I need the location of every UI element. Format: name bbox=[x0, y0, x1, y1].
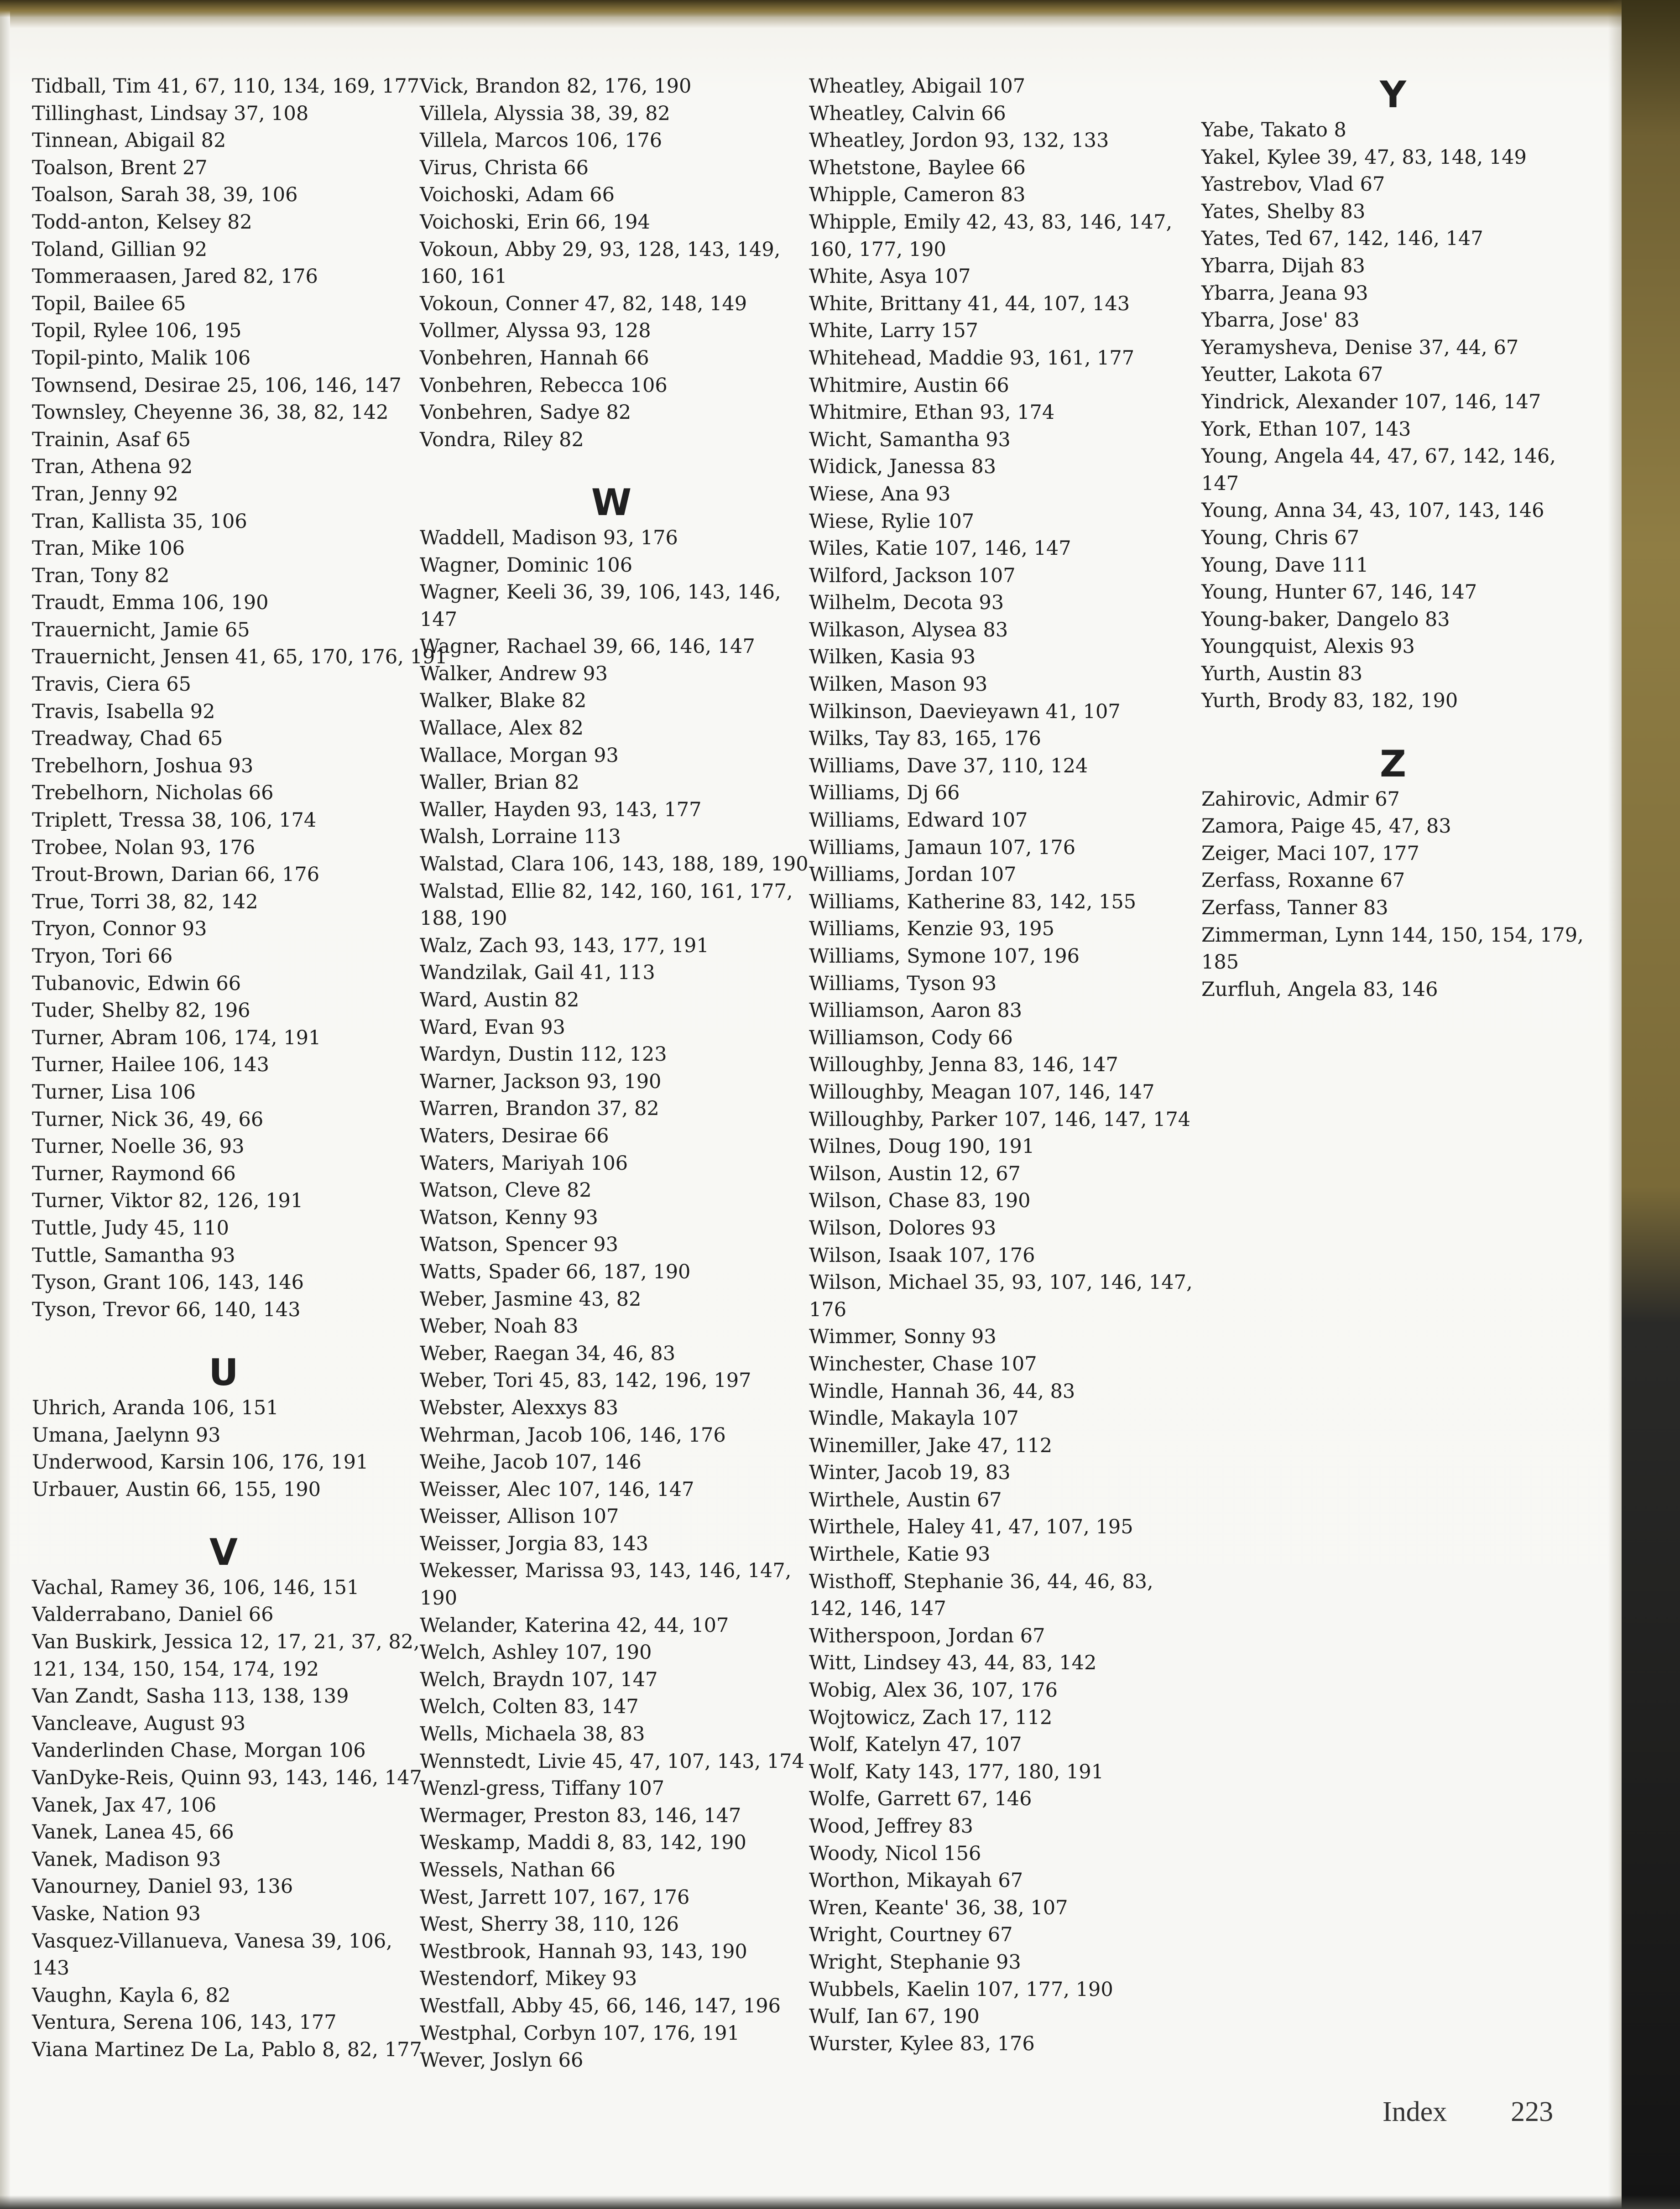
index-entry: Triplett, Tressa 38, 106, 174 bbox=[32, 809, 317, 832]
index-entry: Westendorf, Mikey 93 bbox=[420, 1967, 637, 1990]
index-entry: Waters, Desirae 66 bbox=[420, 1124, 609, 1147]
index-entry: Windle, Hannah 36, 44, 83 bbox=[809, 1380, 1075, 1403]
index-entry: Young, Chris 67 bbox=[1201, 526, 1360, 549]
index-entry: Vonbehren, Hannah 66 bbox=[420, 346, 649, 370]
spacer bbox=[32, 1323, 415, 1351]
index-entry: Van Zandt, Sasha 113, 138, 139 bbox=[32, 1685, 349, 1708]
index-entry: Todd-anton, Kelsey 82 bbox=[32, 210, 252, 234]
index-entry: Walstad, Clara 106, 143, 188, 189, 190 bbox=[420, 853, 809, 876]
index-entry: Williams, Jamaun 107, 176 bbox=[809, 836, 1076, 859]
index-entry: 142, 146, 147 bbox=[809, 1597, 946, 1620]
index-entry: Welander, Katerina 42, 44, 107 bbox=[420, 1614, 729, 1637]
index-entry: Warren, Brandon 37, 82 bbox=[420, 1097, 659, 1120]
index-entry: Wilnes, Doug 190, 191 bbox=[809, 1135, 1035, 1158]
index-entry: Vonbehren, Rebecca 106 bbox=[420, 374, 668, 397]
index-entry: Worthon, Mikayah 67 bbox=[809, 1869, 1023, 1892]
index-entry: Vollmer, Alyssa 93, 128 bbox=[420, 319, 651, 343]
index-entry: Wolf, Katelyn 47, 107 bbox=[809, 1733, 1022, 1756]
index-entry: Wallace, Alex 82 bbox=[420, 717, 584, 740]
index-entry: Yurth, Brody 83, 182, 190 bbox=[1201, 689, 1458, 713]
index-entry: White, Brittany 41, 44, 107, 143 bbox=[809, 292, 1130, 315]
index-entry: Yates, Ted 67, 142, 146, 147 bbox=[1201, 227, 1483, 250]
index-entry: Ventura, Serena 106, 143, 177 bbox=[32, 2011, 337, 2034]
index-entry: Whitmire, Austin 66 bbox=[809, 374, 1009, 397]
book-spine-shadow bbox=[0, 0, 10, 2209]
index-entry: Walz, Zach 93, 143, 177, 191 bbox=[420, 934, 709, 957]
index-entry: Trout-Brown, Darian 66, 176 bbox=[32, 863, 320, 886]
index-column-2 bbox=[420, 73, 809, 2074]
index-entry: Walsh, Lorraine 113 bbox=[420, 825, 621, 849]
index-entry: Topil, Rylee 106, 195 bbox=[32, 319, 242, 343]
spacer bbox=[420, 453, 803, 481]
index-entry: Yeramysheva, Denise 37, 44, 67 bbox=[1201, 336, 1519, 359]
index-entry: Topil-pinto, Malik 106 bbox=[32, 346, 251, 370]
index-entry: Yastrebov, Vlad 67 bbox=[1201, 173, 1385, 196]
index-entry: Wicht, Samantha 93 bbox=[809, 428, 1011, 451]
index-entry: 121, 134, 150, 154, 174, 192 bbox=[32, 1657, 319, 1681]
index-entry: Wirthele, Haley 41, 47, 107, 195 bbox=[809, 1516, 1133, 1539]
index-entry: Wennstedt, Livie 45, 47, 107, 143, 174 bbox=[420, 1750, 804, 1773]
index-entry: Wood, Jeffrey 83 bbox=[809, 1815, 973, 1838]
index-entry: 143 bbox=[32, 1957, 70, 1980]
index-entry: Wirthele, Katie 93 bbox=[809, 1543, 991, 1566]
index-entry: Zamora, Paige 45, 47, 83 bbox=[1201, 815, 1451, 838]
index-entry: Watts, Spader 66, 187, 190 bbox=[420, 1260, 691, 1283]
index-entry: 190 bbox=[420, 1587, 458, 1610]
index-entry: Whipple, Cameron 83 bbox=[809, 183, 1026, 207]
index-entry: Wurster, Kylee 83, 176 bbox=[809, 2032, 1035, 2055]
index-entry: Wiese, Rylie 107 bbox=[809, 510, 975, 533]
index-entry: Valderrabano, Daniel 66 bbox=[32, 1603, 274, 1626]
index-entry: Wilson, Isaak 107, 176 bbox=[809, 1244, 1035, 1267]
index-entry: Vachal, Ramey 36, 106, 146, 151 bbox=[32, 1576, 360, 1599]
index-entry: Vanderlinden Chase, Morgan 106 bbox=[32, 1739, 366, 1762]
index-entry: Wheatley, Abigail 107 bbox=[809, 75, 1026, 98]
index-entry: Welch, Braydn 107, 147 bbox=[420, 1668, 658, 1691]
index-entry: Umana, Jaelynn 93 bbox=[32, 1423, 221, 1447]
index-entry: Tran, Tony 82 bbox=[32, 564, 170, 587]
index-entry: Wehrman, Jacob 106, 146, 176 bbox=[420, 1423, 726, 1447]
index-entry: Wobig, Alex 36, 107, 176 bbox=[809, 1679, 1058, 1702]
index-entry: Tuttle, Judy 45, 110 bbox=[32, 1216, 230, 1240]
index-entry: Vokoun, Abby 29, 93, 128, 143, 149, bbox=[420, 238, 781, 261]
index-entry: Wilken, Mason 93 bbox=[809, 673, 988, 696]
index-entry: Weskamp, Maddi 8, 83, 142, 190 bbox=[420, 1831, 746, 1855]
index-entry: Wardyn, Dustin 112, 123 bbox=[420, 1043, 667, 1066]
index-entry: Westfall, Abby 45, 66, 146, 147, 196 bbox=[420, 1994, 781, 2017]
index-entry: Welch, Colten 83, 147 bbox=[420, 1695, 639, 1719]
index-entry: Trebelhorn, Nicholas 66 bbox=[32, 781, 274, 805]
index-entry: Wimmer, Sonny 93 bbox=[809, 1325, 997, 1349]
index-entry: 160, 161 bbox=[420, 265, 507, 288]
index-entry: White, Larry 157 bbox=[809, 319, 979, 343]
index-entry: Trauernicht, Jamie 65 bbox=[32, 618, 250, 641]
index-entry: Wells, Michaela 38, 83 bbox=[420, 1723, 645, 1746]
index-entry: Wren, Keante' 36, 38, 107 bbox=[809, 1896, 1068, 1919]
index-entry: Wilken, Kasia 93 bbox=[809, 646, 976, 669]
index-entry: Wilson, Dolores 93 bbox=[809, 1216, 997, 1240]
index-entry: Warner, Jackson 93, 190 bbox=[420, 1070, 662, 1093]
index-entry: Young, Angela 44, 47, 67, 142, 146, bbox=[1201, 445, 1556, 468]
index-entry: Tillinghast, Lindsay 37, 108 bbox=[32, 102, 309, 125]
section-letter-v: V bbox=[209, 1531, 238, 1573]
section-letter-z: Z bbox=[1379, 742, 1406, 785]
index-column-1 bbox=[32, 73, 448, 2064]
index-entry: Winter, Jacob 19, 83 bbox=[809, 1461, 1011, 1485]
index-entry: Turner, Noelle 36, 93 bbox=[32, 1135, 245, 1158]
index-entry: Williams, Edward 107 bbox=[809, 809, 1028, 832]
index-entry: Trauernicht, Jensen 41, 65, 170, 176, 191 bbox=[32, 646, 448, 669]
index-entry: Tyson, Grant 106, 143, 146 bbox=[32, 1271, 304, 1294]
index-entry: 147 bbox=[1201, 472, 1239, 495]
index-entry: Westphal, Corbyn 107, 176, 191 bbox=[420, 2021, 740, 2045]
index-entry: Vasquez-Villanueva, Vanesa 39, 106, bbox=[32, 1929, 392, 1953]
index-entry: Turner, Abram 106, 174, 191 bbox=[32, 1026, 321, 1049]
index-entry: Weisser, Allison 107 bbox=[420, 1505, 619, 1528]
index-entry: Trobee, Nolan 93, 176 bbox=[32, 836, 256, 859]
index-entry: Underwood, Karsin 106, 176, 191 bbox=[32, 1451, 369, 1474]
index-entry: Vondra, Riley 82 bbox=[420, 428, 584, 451]
index-entry: Voichoski, Erin 66, 194 bbox=[420, 210, 650, 234]
index-entry: Youngquist, Alexis 93 bbox=[1201, 635, 1415, 658]
index-entry: Williams, Symone 107, 196 bbox=[809, 945, 1080, 968]
index-entry: Waller, Hayden 93, 143, 177 bbox=[420, 798, 702, 821]
index-entry: Wilks, Tay 83, 165, 176 bbox=[809, 727, 1041, 750]
index-entry: Vonbehren, Sadye 82 bbox=[420, 401, 631, 424]
index-entry: Wermager, Preston 83, 146, 147 bbox=[420, 1804, 741, 1827]
index-entry: Treadway, Chad 65 bbox=[32, 727, 223, 750]
index-entry: Turner, Lisa 106 bbox=[32, 1080, 196, 1104]
index-entry: 160, 177, 190 bbox=[809, 238, 946, 261]
index-entry: Wubbels, Kaelin 107, 177, 190 bbox=[809, 1978, 1113, 2001]
index-entry: Virus, Christa 66 bbox=[420, 156, 589, 179]
index-entry: Witt, Lindsey 43, 44, 83, 142 bbox=[809, 1652, 1097, 1675]
index-entry: Weber, Jasmine 43, 82 bbox=[420, 1287, 642, 1311]
index-entry: Wilkinson, Daevieyawn 41, 107 bbox=[809, 700, 1121, 723]
index-entry: Zerfass, Roxanne 67 bbox=[1201, 869, 1405, 892]
index-entry: Van Buskirk, Jessica 12, 17, 21, 37, 82, bbox=[32, 1631, 420, 1654]
index-entry: Whitehead, Maddie 93, 161, 177 bbox=[809, 346, 1135, 370]
index-entry: Tidball, Tim 41, 67, 110, 134, 169, 177 bbox=[32, 75, 420, 98]
index-entry: Wilhelm, Decota 93 bbox=[809, 591, 1004, 615]
index-column-3 bbox=[809, 73, 1192, 2058]
index-entry: Ybarra, Jose' 83 bbox=[1201, 309, 1360, 332]
index-entry: Wojtowicz, Zach 17, 112 bbox=[809, 1706, 1053, 1729]
index-entry: Tyson, Trevor 66, 140, 143 bbox=[32, 1298, 301, 1321]
index-entry: Ybarra, Dijah 83 bbox=[1201, 254, 1365, 277]
index-entry: Wolfe, Garrett 67, 146 bbox=[809, 1787, 1032, 1811]
index-entry: Urbauer, Austin 66, 155, 190 bbox=[32, 1478, 321, 1501]
index-entry: Tubanovic, Edwin 66 bbox=[32, 972, 241, 995]
index-entry: Wirthele, Austin 67 bbox=[809, 1488, 1002, 1511]
index-entry: 185 bbox=[1201, 951, 1239, 974]
index-entry: West, Jarrett 107, 167, 176 bbox=[420, 1886, 690, 1909]
spacer bbox=[1201, 715, 1585, 742]
index-entry: Turner, Nick 36, 49, 66 bbox=[32, 1108, 264, 1131]
index-entry: Vancleave, August 93 bbox=[32, 1712, 246, 1735]
index-entry: Whitmire, Ethan 93, 174 bbox=[809, 401, 1055, 424]
index-entry: Westbrook, Hannah 93, 143, 190 bbox=[420, 1940, 747, 1963]
page-footer bbox=[1383, 2096, 1553, 2128]
index-entry: Watson, Cleve 82 bbox=[420, 1179, 592, 1202]
index-entry: Wilkason, Alysea 83 bbox=[809, 618, 1008, 641]
index-entry: Toalson, Brent 27 bbox=[32, 156, 208, 179]
index-entry: Zeiger, Maci 107, 177 bbox=[1201, 842, 1419, 865]
index-entry: Wilson, Austin 12, 67 bbox=[809, 1162, 1021, 1185]
index-entry: Willoughby, Jenna 83, 146, 147 bbox=[809, 1053, 1118, 1077]
index-entry: Yurth, Austin 83 bbox=[1201, 662, 1363, 685]
index-entry: Uhrich, Aranda 106, 151 bbox=[32, 1396, 279, 1419]
index-entry: Wiese, Ana 93 bbox=[809, 482, 951, 505]
index-entry: Zimmerman, Lynn 144, 150, 154, 179, bbox=[1201, 923, 1584, 947]
index-entry: VanDyke-Reis, Quinn 93, 143, 146, 147 bbox=[32, 1766, 422, 1790]
index-entry: Travis, Ciera 65 bbox=[32, 673, 191, 696]
right-edge-shadow bbox=[1608, 0, 1622, 2209]
index-entry: Wright, Stephanie 93 bbox=[809, 1950, 1021, 1974]
index-entry: Wagner, Rachael 39, 66, 146, 147 bbox=[420, 635, 755, 658]
index-entry: Tuttle, Samantha 93 bbox=[32, 1244, 235, 1267]
index-entry: Tran, Jenny 92 bbox=[32, 482, 178, 505]
index-entry: Yakel, Kylee 39, 47, 83, 148, 149 bbox=[1201, 146, 1527, 169]
index-entry: Villela, Alyssia 38, 39, 82 bbox=[420, 102, 670, 125]
index-entry: Young, Hunter 67, 146, 147 bbox=[1201, 581, 1477, 604]
index-entry: Williams, Katherine 83, 142, 155 bbox=[809, 890, 1137, 913]
index-entry: Yates, Shelby 83 bbox=[1201, 200, 1366, 223]
index-entry: Vanek, Lanea 45, 66 bbox=[32, 1821, 234, 1844]
index-entry: Wallace, Morgan 93 bbox=[420, 744, 619, 767]
index-entry: Wagner, Keeli 36, 39, 106, 143, 146, bbox=[420, 581, 781, 604]
index-entry: Villela, Marcos 106, 176 bbox=[420, 129, 663, 152]
index-entry: Turner, Viktor 82, 126, 191 bbox=[32, 1189, 303, 1213]
index-entry: Tuder, Shelby 82, 196 bbox=[32, 999, 250, 1022]
index-entry: Wilson, Chase 83, 190 bbox=[809, 1189, 1031, 1213]
index-entry: Tran, Mike 106 bbox=[32, 537, 185, 560]
index-entry: Topil, Bailee 65 bbox=[32, 292, 186, 315]
index-entry: Watson, Kenny 93 bbox=[420, 1206, 598, 1229]
index-entry: York, Ethan 107, 143 bbox=[1201, 417, 1411, 441]
index-entry: Weber, Tori 45, 83, 142, 196, 197 bbox=[420, 1369, 751, 1392]
index-entry: Walker, Andrew 93 bbox=[420, 662, 608, 685]
index-entry: Williams, Jordan 107 bbox=[809, 863, 1017, 886]
index-entry: Wessels, Nathan 66 bbox=[420, 1859, 616, 1881]
index-entry: Wilson, Michael 35, 93, 107, 146, 147, bbox=[809, 1271, 1193, 1294]
index-entry: Vanek, Madison 93 bbox=[32, 1848, 221, 1871]
index-entry: Townsend, Desirae 25, 106, 146, 147 bbox=[32, 374, 402, 397]
index-entry: 176 bbox=[809, 1298, 847, 1321]
index-entry: Widick, Janessa 83 bbox=[809, 455, 997, 479]
index-entry: Vick, Brandon 82, 176, 190 bbox=[420, 75, 692, 98]
index-entry: Williamson, Cody 66 bbox=[809, 1026, 1013, 1049]
index-entry: Trainin, Asaf 65 bbox=[32, 428, 191, 451]
index-entry: Wulf, Ian 67, 190 bbox=[809, 2005, 980, 2028]
section-letter-y: Y bbox=[1380, 73, 1406, 116]
index-entry: Willoughby, Meagan 107, 146, 147 bbox=[809, 1080, 1155, 1104]
index-entry: Zahirovic, Admir 67 bbox=[1201, 787, 1400, 811]
index-entry: Townsley, Cheyenne 36, 38, 82, 142 bbox=[32, 401, 389, 424]
index-entry: Yabe, Takato 8 bbox=[1201, 119, 1346, 141]
index-entry: Wright, Courtney 67 bbox=[809, 1923, 1013, 1947]
index-entry: Welch, Ashley 107, 190 bbox=[420, 1641, 652, 1664]
index-entry: Tran, Athena 92 bbox=[32, 455, 193, 479]
index-entry: Yeutter, Lakota 67 bbox=[1201, 363, 1383, 386]
index-entry: Zurfluh, Angela 83, 146 bbox=[1201, 978, 1438, 1001]
index-entry: Young, Anna 34, 43, 107, 143, 146 bbox=[1201, 499, 1544, 522]
index-entry: 147 bbox=[420, 608, 458, 631]
index-entry: Wiles, Katie 107, 146, 147 bbox=[809, 537, 1071, 560]
index-entry: Tryon, Connor 93 bbox=[32, 917, 207, 941]
index-entry: Williams, Dj 66 bbox=[809, 781, 960, 805]
index-entry: Vanourney, Daniel 93, 136 bbox=[32, 1875, 293, 1898]
index-entry: White, Asya 107 bbox=[809, 265, 971, 288]
index-entry: Turner, Raymond 66 bbox=[32, 1162, 236, 1185]
index-entry: Wenzl-gress, Tiffany 107 bbox=[420, 1777, 665, 1800]
index-entry: Weisser, Alec 107, 146, 147 bbox=[420, 1478, 694, 1501]
page-number: 223 bbox=[1511, 2096, 1554, 2127]
index-entry: Tommeraasen, Jared 82, 176 bbox=[32, 265, 318, 288]
index-entry: Willoughby, Parker 107, 146, 147, 174 bbox=[809, 1108, 1191, 1131]
index-entry: Woody, Nicol 156 bbox=[809, 1842, 981, 1865]
index-entry: Walker, Blake 82 bbox=[420, 689, 587, 713]
index-entry: Wilford, Jackson 107 bbox=[809, 564, 1016, 587]
index-entry: Toalson, Sarah 38, 39, 106 bbox=[32, 183, 298, 207]
index-entry: Tryon, Tori 66 bbox=[32, 945, 173, 968]
index-entry: Williamson, Aaron 83 bbox=[809, 999, 1023, 1022]
right-page-edge bbox=[1622, 0, 1680, 2209]
index-entry: Walstad, Ellie 82, 142, 160, 161, 177, bbox=[420, 880, 793, 903]
index-entry: Weisser, Jorgia 83, 143 bbox=[420, 1532, 649, 1555]
index-entry: Young, Dave 111 bbox=[1201, 553, 1369, 577]
index-entry: Wandzilak, Gail 41, 113 bbox=[420, 961, 655, 985]
index-entry: Trebelhorn, Joshua 93 bbox=[32, 754, 254, 777]
index-entry: Toland, Gillian 92 bbox=[32, 238, 208, 261]
footer-section-title: Index bbox=[1383, 2096, 1447, 2127]
index-entry: Whetstone, Baylee 66 bbox=[809, 156, 1026, 179]
index-entry: Wever, Joslyn 66 bbox=[420, 2049, 584, 2072]
index-entry: Traudt, Emma 106, 190 bbox=[32, 591, 269, 615]
index-entry: Watson, Spencer 93 bbox=[420, 1233, 618, 1256]
section-letter-w: W bbox=[591, 481, 632, 524]
index-entry: Webster, Alexxys 83 bbox=[420, 1396, 619, 1419]
index-entry: Weber, Raegan 34, 46, 83 bbox=[420, 1342, 676, 1365]
index-entry: Turner, Hailee 106, 143 bbox=[32, 1053, 269, 1077]
index-entry: Winemiller, Jake 47, 112 bbox=[809, 1434, 1053, 1457]
index-entry: Yindrick, Alexander 107, 146, 147 bbox=[1201, 390, 1541, 413]
index-entry: Ward, Austin 82 bbox=[420, 989, 579, 1011]
index-entry: Waddell, Madison 93, 176 bbox=[420, 526, 678, 549]
index-entry: Witherspoon, Jordan 67 bbox=[809, 1624, 1045, 1647]
index-entry: Winchester, Chase 107 bbox=[809, 1352, 1037, 1375]
index-entry: Ward, Evan 93 bbox=[420, 1016, 565, 1039]
index-entry: Zerfass, Tanner 83 bbox=[1201, 896, 1388, 920]
top-page-edge bbox=[0, 0, 1680, 17]
index-entry: Wekesser, Marissa 93, 143, 146, 147, bbox=[420, 1559, 792, 1583]
index-entry: Vokoun, Conner 47, 82, 148, 149 bbox=[420, 292, 747, 315]
index-entry: Williams, Tyson 93 bbox=[809, 972, 997, 995]
index-entry: Weihe, Jacob 107, 146 bbox=[420, 1451, 642, 1474]
index-entry: Viana Martinez De La, Pablo 8, 82, 177 bbox=[32, 2038, 422, 2061]
index-entry: 188, 190 bbox=[420, 907, 507, 930]
index-entry: Ybarra, Jeana 93 bbox=[1201, 281, 1368, 305]
index-entry: Waller, Brian 82 bbox=[420, 771, 579, 794]
index-entry: Whipple, Emily 42, 43, 83, 146, 147, bbox=[809, 210, 1173, 234]
index-entry: Tinnean, Abigail 82 bbox=[32, 129, 226, 152]
index-entry: Williams, Kenzie 93, 195 bbox=[809, 917, 1055, 941]
index-entry: West, Sherry 38, 110, 126 bbox=[420, 1913, 679, 1936]
index-entry: Vaske, Nation 93 bbox=[32, 1902, 201, 1925]
index-entry: Voichoski, Adam 66 bbox=[420, 183, 615, 207]
index-entry: Travis, Isabella 92 bbox=[32, 700, 215, 723]
index-entry: Vanek, Jax 47, 106 bbox=[32, 1793, 217, 1817]
index-entry: Vaughn, Kayla 6, 82 bbox=[32, 1984, 231, 2007]
index-entry: True, Torri 38, 82, 142 bbox=[32, 890, 258, 913]
index-entry: Wheatley, Jordon 93, 132, 133 bbox=[809, 129, 1109, 152]
index-entry: Waters, Mariyah 106 bbox=[420, 1151, 628, 1175]
index-column-4 bbox=[1201, 73, 1585, 1003]
index-entry: Tran, Kallista 35, 106 bbox=[32, 510, 247, 533]
index-entry: Williams, Dave 37, 110, 124 bbox=[809, 754, 1088, 777]
index-entry: Windle, Makayla 107 bbox=[809, 1407, 1019, 1430]
bottom-page-edge bbox=[0, 2195, 1680, 2209]
index-entry: Wheatley, Calvin 66 bbox=[809, 102, 1006, 125]
index-entry: Wolf, Katy 143, 177, 180, 191 bbox=[809, 1760, 1104, 1783]
index-entry: Wisthoff, Stephanie 36, 44, 46, 83, bbox=[809, 1570, 1153, 1593]
index-entry: Weber, Noah 83 bbox=[420, 1315, 579, 1338]
spacer bbox=[32, 1503, 415, 1531]
section-letter-u: U bbox=[209, 1351, 239, 1394]
index-entry: Young-baker, Dangelo 83 bbox=[1201, 608, 1450, 631]
index-entry: Wagner, Dominic 106 bbox=[420, 553, 633, 577]
